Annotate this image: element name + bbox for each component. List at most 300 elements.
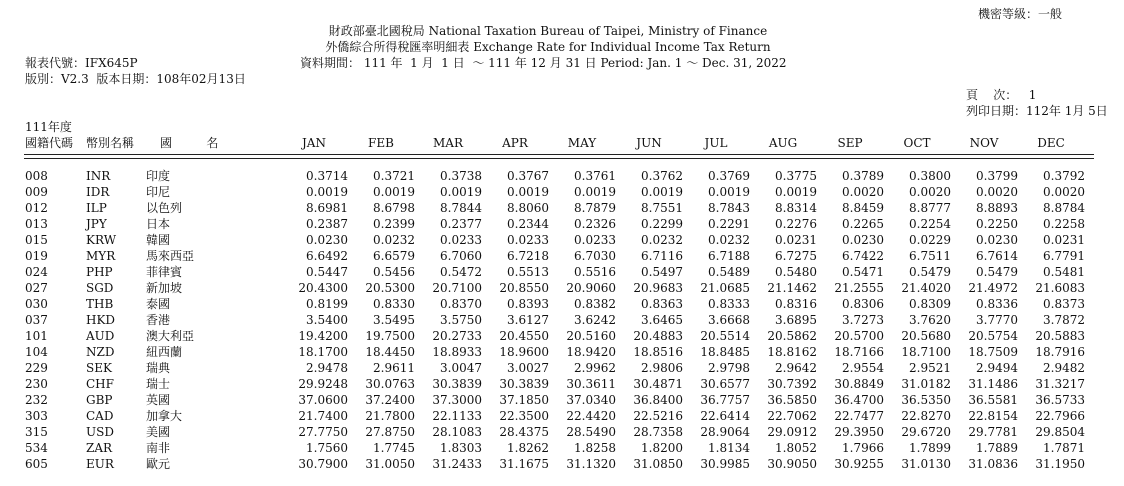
month-header-may: MAY (567, 136, 597, 150)
rate-cell-oct: 36.5350 (901, 393, 951, 407)
country-name-cell: 菲律賓 (146, 265, 183, 279)
table-row (0, 376, 1124, 392)
rate-cell-jun: 28.7358 (633, 425, 683, 439)
country-name-cell: 印尼 (146, 185, 171, 199)
rate-cell-jun: 0.0232 (641, 233, 683, 247)
rate-cell-jul: 21.0685 (700, 281, 750, 295)
rate-cell-jun: 0.3762 (641, 169, 683, 183)
rate-cell-oct: 18.7100 (901, 345, 951, 359)
year-label: 111年度 (25, 120, 72, 134)
report-title-line1: 財政部臺北國稅局 National Taxation Bureau of Taipei, Ministry of Finance (328, 24, 768, 38)
rate-cell-sep: 0.5471 (842, 265, 884, 279)
rate-cell-feb: 27.8750 (365, 425, 415, 439)
country-code-cell: 015 (25, 233, 48, 247)
rate-cell-apr: 31.1675 (499, 457, 549, 471)
rate-cell-oct: 2.9521 (909, 361, 951, 375)
currency-cell: GBP (86, 393, 113, 407)
currency-cell: INR (86, 169, 111, 183)
rate-cell-jan: 37.0600 (298, 393, 348, 407)
rate-cell-dec: 0.8373 (1043, 297, 1085, 311)
country-name-cell: 美國 (146, 425, 171, 439)
rate-cell-jan: 0.5447 (306, 265, 348, 279)
rate-cell-oct: 0.3800 (909, 169, 951, 183)
rate-cell-jul: 8.7843 (708, 201, 750, 215)
rate-cell-sep: 0.3789 (842, 169, 884, 183)
rate-cell-mar: 1.8303 (440, 441, 482, 455)
rate-cell-apr: 20.8550 (499, 281, 549, 295)
rate-cell-aug: 22.7062 (767, 409, 817, 423)
rate-cell-feb: 31.0050 (365, 457, 415, 471)
month-header-jun: JUN (636, 136, 662, 150)
rate-cell-feb: 37.2400 (365, 393, 415, 407)
rate-cell-jul: 0.3769 (708, 169, 750, 183)
country-code-cell: 008 (25, 169, 48, 183)
rate-cell-sep: 3.7273 (842, 313, 884, 327)
month-header-aug: AUG (768, 136, 798, 150)
month-header-mar: MAR (433, 136, 463, 150)
country-name-cell: 瑞士 (146, 377, 171, 391)
data-period: 資料期間： 111 年 1 月 1 日 ～ 111 年 12 月 31 日 Period: Jan. 1 ～ Dec. 31, 2022 (300, 56, 787, 70)
rate-cell-feb: 0.0232 (373, 233, 415, 247)
rate-cell-feb: 0.2399 (373, 217, 415, 231)
rate-cell-jun: 20.4883 (633, 329, 683, 343)
rate-cell-aug: 0.0231 (775, 233, 817, 247)
classification-label: 機密等級：一般 (977, 7, 1062, 21)
currency-cell: IDR (86, 185, 110, 199)
month-header-oct: OCT (903, 136, 931, 150)
rate-cell-jul: 22.6414 (700, 409, 750, 423)
rate-cell-apr: 3.0027 (507, 361, 549, 375)
rate-cell-apr: 0.8393 (507, 297, 549, 311)
rate-cell-apr: 6.7218 (507, 249, 549, 263)
rate-cell-aug: 8.8314 (775, 201, 817, 215)
rate-cell-may: 6.7030 (574, 249, 616, 263)
rate-cell-dec: 36.5733 (1035, 393, 1085, 407)
rate-cell-jul: 6.7188 (708, 249, 750, 263)
currency-cell: EUR (86, 457, 114, 471)
rate-cell-sep: 1.7966 (842, 441, 884, 455)
rate-cell-jan: 1.7560 (306, 441, 348, 455)
rate-cell-nov: 22.8154 (968, 409, 1018, 423)
table-row (0, 456, 1124, 472)
table-row (0, 168, 1124, 184)
rate-cell-jul: 18.8485 (700, 345, 750, 359)
rate-cell-sep: 2.9554 (842, 361, 884, 375)
rate-cell-may: 0.5516 (574, 265, 616, 279)
rate-cell-jul: 0.0019 (708, 185, 750, 199)
rate-cell-oct: 3.7620 (909, 313, 951, 327)
rate-cell-jun: 0.2299 (641, 217, 683, 231)
print-date: 列印日期：112年 1月 5日 (966, 104, 1108, 118)
rate-cell-may: 0.2326 (574, 217, 616, 231)
country-code-cell: 232 (25, 393, 48, 407)
rate-cell-apr: 20.4550 (499, 329, 549, 343)
rate-cell-mar: 0.2377 (440, 217, 482, 231)
currency-cell: CAD (86, 409, 114, 423)
rate-cell-oct: 20.5680 (901, 329, 951, 343)
rate-cell-aug: 0.0019 (775, 185, 817, 199)
rate-cell-nov: 0.2250 (976, 217, 1018, 231)
month-header-feb: FEB (368, 136, 394, 150)
country-code-cell: 303 (25, 409, 48, 423)
rate-cell-jul: 0.2291 (708, 217, 750, 231)
rate-cell-dec: 22.7966 (1035, 409, 1085, 423)
rate-cell-mar: 0.8370 (440, 297, 482, 311)
country-name-cell: 印度 (146, 169, 171, 183)
rate-cell-nov: 0.0020 (976, 185, 1018, 199)
report-code: 報表代號：IFX645P (25, 56, 138, 70)
country-code-cell: 027 (25, 281, 48, 295)
rate-cell-dec: 29.8504 (1035, 425, 1085, 439)
rate-cell-aug: 30.7392 (767, 377, 817, 391)
country-code-cell: 024 (25, 265, 48, 279)
rate-cell-jan: 30.7900 (298, 457, 348, 471)
rate-cell-mar: 18.8933 (432, 345, 482, 359)
rate-cell-aug: 0.5480 (775, 265, 817, 279)
rate-cell-oct: 0.0229 (909, 233, 951, 247)
rate-cell-apr: 3.6127 (507, 313, 549, 327)
country-name-cell: 南非 (146, 441, 171, 455)
country-code-cell: 534 (25, 441, 48, 455)
country-code-cell: 012 (25, 201, 48, 215)
rate-cell-jun: 20.9683 (633, 281, 683, 295)
rate-cell-dec: 0.5481 (1043, 265, 1085, 279)
rate-cell-feb: 0.0019 (373, 185, 415, 199)
rate-cell-apr: 28.4375 (499, 425, 549, 439)
country-name-cell: 英國 (146, 393, 171, 407)
rate-cell-mar: 30.3839 (432, 377, 482, 391)
rate-cell-may: 20.9060 (566, 281, 616, 295)
rate-cell-jul: 28.9064 (700, 425, 750, 439)
currency-cell: THB (86, 297, 114, 311)
rate-cell-aug: 36.5850 (767, 393, 817, 407)
rate-cell-feb: 3.5495 (373, 313, 415, 327)
rate-cell-jun: 3.6465 (641, 313, 683, 327)
rate-cell-dec: 0.0020 (1043, 185, 1085, 199)
country-code-cell: 229 (25, 361, 48, 375)
rate-cell-mar: 0.3738 (440, 169, 482, 183)
rate-cell-nov: 1.7889 (976, 441, 1018, 455)
rate-cell-nov: 21.4972 (968, 281, 1018, 295)
rate-cell-jan: 27.7750 (298, 425, 348, 439)
rate-cell-may: 8.7879 (574, 201, 616, 215)
rate-cell-mar: 0.5472 (440, 265, 482, 279)
currency-cell: KRW (86, 233, 117, 247)
rate-cell-jan: 6.6492 (306, 249, 348, 263)
rate-cell-jan: 21.7400 (298, 409, 348, 423)
country-name-cell: 馬來西亞 (146, 249, 195, 263)
currency-cell: AUD (86, 329, 115, 343)
rate-cell-dec: 2.9482 (1043, 361, 1085, 375)
country-name-cell: 澳大利亞 (146, 329, 195, 343)
rate-cell-apr: 18.9600 (499, 345, 549, 359)
rate-cell-sep: 30.9255 (834, 457, 884, 471)
rate-cell-may: 28.5490 (566, 425, 616, 439)
country-code-cell: 009 (25, 185, 48, 199)
rate-cell-nov: 29.7781 (968, 425, 1018, 439)
rate-cell-apr: 30.3839 (499, 377, 549, 391)
rate-cell-oct: 31.0182 (901, 377, 951, 391)
rate-cell-aug: 1.8052 (775, 441, 817, 455)
country-name-cell: 加拿大 (146, 409, 183, 423)
rate-cell-jul: 30.9985 (700, 457, 750, 471)
country-name-cell: 新加坡 (146, 281, 183, 295)
rate-cell-sep: 0.0020 (842, 185, 884, 199)
rate-cell-jul: 0.0232 (708, 233, 750, 247)
rate-cell-feb: 6.6579 (373, 249, 415, 263)
rate-cell-mar: 8.7844 (440, 201, 482, 215)
currency-cell: JPY (86, 217, 107, 231)
currency-cell: HKD (86, 313, 116, 327)
rate-cell-oct: 0.5479 (909, 265, 951, 279)
rate-cell-sep: 8.8459 (842, 201, 884, 215)
rate-cell-aug: 3.6895 (775, 313, 817, 327)
rate-cell-jun: 0.8363 (641, 297, 683, 311)
currency-cell: SEK (86, 361, 112, 375)
rate-cell-jul: 30.6577 (700, 377, 750, 391)
rate-cell-apr: 8.8060 (507, 201, 549, 215)
rate-cell-nov: 0.3799 (976, 169, 1018, 183)
rate-cell-sep: 20.5700 (834, 329, 884, 343)
country-code-cell: 315 (25, 425, 48, 439)
currency-cell: PHP (86, 265, 113, 279)
rate-cell-oct: 6.7511 (909, 249, 951, 263)
rate-cell-jul: 20.5514 (700, 329, 750, 343)
rate-cell-mar: 20.2733 (432, 329, 482, 343)
country-code-cell: 101 (25, 329, 48, 343)
rate-cell-jun: 36.8400 (633, 393, 683, 407)
rate-cell-may: 0.8382 (574, 297, 616, 311)
rate-cell-jun: 22.5216 (633, 409, 683, 423)
rate-cell-dec: 3.7872 (1043, 313, 1085, 327)
rate-cell-feb: 1.7745 (373, 441, 415, 455)
table-row (0, 408, 1124, 424)
currency-cell: USD (86, 425, 114, 439)
country-name-cell: 日本 (146, 217, 171, 231)
rate-cell-may: 37.0340 (566, 393, 616, 407)
rate-cell-aug: 6.7275 (775, 249, 817, 263)
rate-cell-nov: 31.0836 (968, 457, 1018, 471)
rate-cell-may: 22.4420 (566, 409, 616, 423)
rate-cell-jul: 0.5489 (708, 265, 750, 279)
rate-cell-sep: 0.2265 (842, 217, 884, 231)
rate-cell-nov: 31.1486 (968, 377, 1018, 391)
rate-cell-sep: 36.4700 (834, 393, 884, 407)
col-currency-name: 幣別名稱 (86, 136, 135, 150)
rate-cell-oct: 31.0130 (901, 457, 951, 471)
rate-cell-nov: 0.0230 (976, 233, 1018, 247)
month-header-jul: JUL (704, 136, 728, 150)
rate-cell-dec: 6.7791 (1043, 249, 1085, 263)
rate-cell-nov: 0.8336 (976, 297, 1018, 311)
country-code-cell: 030 (25, 297, 48, 311)
rate-cell-feb: 0.8330 (373, 297, 415, 311)
rate-cell-sep: 30.8849 (834, 377, 884, 391)
month-header-apr: APR (502, 136, 528, 150)
rate-cell-aug: 20.5862 (767, 329, 817, 343)
rate-cell-jan: 18.1700 (298, 345, 348, 359)
rate-cell-may: 30.3611 (566, 377, 616, 391)
rate-cell-dec: 18.7916 (1035, 345, 1085, 359)
rate-cell-mar: 3.0047 (440, 361, 482, 375)
country-name-cell: 瑞典 (146, 361, 171, 375)
rate-cell-nov: 18.7509 (968, 345, 1018, 359)
rate-cell-mar: 0.0233 (440, 233, 482, 247)
rate-cell-feb: 0.3721 (373, 169, 415, 183)
rate-cell-jun: 6.7116 (641, 249, 683, 263)
rate-cell-oct: 22.8270 (901, 409, 951, 423)
rate-cell-sep: 22.7477 (834, 409, 884, 423)
table-row (0, 264, 1124, 280)
rate-cell-jun: 8.7551 (641, 201, 683, 215)
rate-cell-may: 0.0233 (574, 233, 616, 247)
rate-cell-sep: 0.0230 (842, 233, 884, 247)
table-row (0, 424, 1124, 440)
table-row (0, 296, 1124, 312)
currency-cell: ZAR (86, 441, 113, 455)
rate-cell-may: 1.8258 (574, 441, 616, 455)
header-rule-2 (24, 158, 1094, 159)
rate-cell-jan: 8.6981 (306, 201, 348, 215)
rate-cell-jan: 0.0019 (306, 185, 348, 199)
rate-cell-jan: 0.8199 (306, 297, 348, 311)
rate-cell-jan: 0.2387 (306, 217, 348, 231)
rate-cell-jul: 0.8333 (708, 297, 750, 311)
rate-cell-aug: 0.3775 (775, 169, 817, 183)
country-name-cell: 歐元 (146, 457, 171, 471)
rate-cell-feb: 19.7500 (365, 329, 415, 343)
rate-cell-feb: 30.0763 (365, 377, 415, 391)
rate-cell-may: 0.3761 (574, 169, 616, 183)
rate-cell-jan: 0.0230 (306, 233, 348, 247)
currency-cell: SGD (86, 281, 114, 295)
rate-cell-nov: 36.5581 (968, 393, 1018, 407)
rate-cell-sep: 18.7166 (834, 345, 884, 359)
rate-cell-aug: 0.8316 (775, 297, 817, 311)
version-info: 版別：V2.3 版本日期：108年02月13日 (25, 72, 246, 86)
col-country-name: 國 名 (160, 136, 219, 150)
page-number: 頁 次： 1 (966, 88, 1037, 102)
country-code-cell: 230 (25, 377, 48, 391)
month-header-dec: DEC (1037, 136, 1065, 150)
country-name-cell: 香港 (146, 313, 171, 327)
rate-cell-aug: 0.2276 (775, 217, 817, 231)
table-row (0, 200, 1124, 216)
rate-cell-may: 3.6242 (574, 313, 616, 327)
country-code-cell: 013 (25, 217, 48, 231)
rate-cell-jan: 2.9478 (306, 361, 348, 375)
rate-cell-apr: 0.0233 (507, 233, 549, 247)
rate-cell-oct: 0.2254 (909, 217, 951, 231)
rate-cell-may: 2.9962 (574, 361, 616, 375)
rate-cell-sep: 6.7422 (842, 249, 884, 263)
rate-cell-aug: 21.1462 (767, 281, 817, 295)
rate-cell-oct: 29.6720 (901, 425, 951, 439)
rate-cell-may: 0.0019 (574, 185, 616, 199)
rate-cell-sep: 21.2555 (834, 281, 884, 295)
rate-cell-jun: 30.4871 (633, 377, 683, 391)
rate-cell-apr: 1.8262 (507, 441, 549, 455)
table-row (0, 328, 1124, 344)
country-name-cell: 紐西蘭 (146, 345, 183, 359)
rate-cell-oct: 8.8777 (909, 201, 951, 215)
currency-cell: MYR (86, 249, 116, 263)
rate-cell-feb: 8.6798 (373, 201, 415, 215)
table-row (0, 248, 1124, 264)
rate-cell-jun: 0.0019 (641, 185, 683, 199)
rate-cell-dec: 1.7871 (1043, 441, 1085, 455)
rate-cell-jul: 3.6668 (708, 313, 750, 327)
rate-cell-nov: 8.8893 (976, 201, 1018, 215)
rate-cell-dec: 0.0231 (1043, 233, 1085, 247)
rate-cell-jun: 31.0850 (633, 457, 683, 471)
rate-cell-oct: 21.4020 (901, 281, 951, 295)
rate-cell-feb: 21.7800 (365, 409, 415, 423)
rate-cell-aug: 18.8162 (767, 345, 817, 359)
rate-cell-jun: 2.9806 (641, 361, 683, 375)
rate-cell-apr: 22.3500 (499, 409, 549, 423)
rate-cell-nov: 0.5479 (976, 265, 1018, 279)
table-row (0, 360, 1124, 376)
rate-cell-nov: 6.7614 (976, 249, 1018, 263)
rate-cell-apr: 0.2344 (507, 217, 549, 231)
rate-cell-aug: 30.9050 (767, 457, 817, 471)
rate-cell-jan: 29.9248 (298, 377, 348, 391)
rate-cell-may: 18.9420 (566, 345, 616, 359)
rate-cell-may: 20.5160 (566, 329, 616, 343)
table-row (0, 232, 1124, 248)
rate-cell-mar: 20.7100 (432, 281, 482, 295)
rate-cell-jun: 18.8516 (633, 345, 683, 359)
rate-cell-jan: 19.4200 (298, 329, 348, 343)
col-country-code: 國籍代碼 (25, 136, 74, 150)
table-row (0, 216, 1124, 232)
month-header-jan: JAN (302, 136, 326, 150)
currency-cell: NZD (86, 345, 115, 359)
rate-cell-feb: 2.9611 (373, 361, 415, 375)
rate-cell-apr: 0.3767 (507, 169, 549, 183)
rate-cell-dec: 31.3217 (1035, 377, 1085, 391)
table-row (0, 312, 1124, 328)
rate-cell-feb: 0.5456 (373, 265, 415, 279)
rate-cell-apr: 0.5513 (507, 265, 549, 279)
month-header-sep: SEP (837, 136, 863, 150)
rate-cell-mar: 31.2433 (432, 457, 482, 471)
rate-cell-jan: 20.4300 (298, 281, 348, 295)
rate-cell-dec: 21.6083 (1035, 281, 1085, 295)
rate-cell-mar: 0.0019 (440, 185, 482, 199)
report-title-line2: 外僑綜合所得稅匯率明細表 Exchange Rate for Individual Income Tax Return (325, 40, 771, 54)
rate-cell-jan: 0.3714 (306, 169, 348, 183)
rate-cell-feb: 20.5300 (365, 281, 415, 295)
rate-cell-jan: 3.5400 (306, 313, 348, 327)
rate-cell-jul: 36.7757 (700, 393, 750, 407)
country-code-cell: 037 (25, 313, 48, 327)
country-code-cell: 104 (25, 345, 48, 359)
rate-cell-dec: 31.1950 (1035, 457, 1085, 471)
rate-cell-mar: 6.7060 (440, 249, 482, 263)
country-code-cell: 605 (25, 457, 48, 471)
header-rule-1 (24, 154, 1094, 155)
currency-cell: ILP (86, 201, 107, 215)
rate-cell-dec: 20.5883 (1035, 329, 1085, 343)
rate-cell-jun: 0.5497 (641, 265, 683, 279)
rate-cell-mar: 28.1083 (432, 425, 482, 439)
country-name-cell: 韓國 (146, 233, 171, 247)
rate-cell-nov: 2.9494 (976, 361, 1018, 375)
rate-cell-oct: 1.7899 (909, 441, 951, 455)
month-header-nov: NOV (969, 136, 999, 150)
